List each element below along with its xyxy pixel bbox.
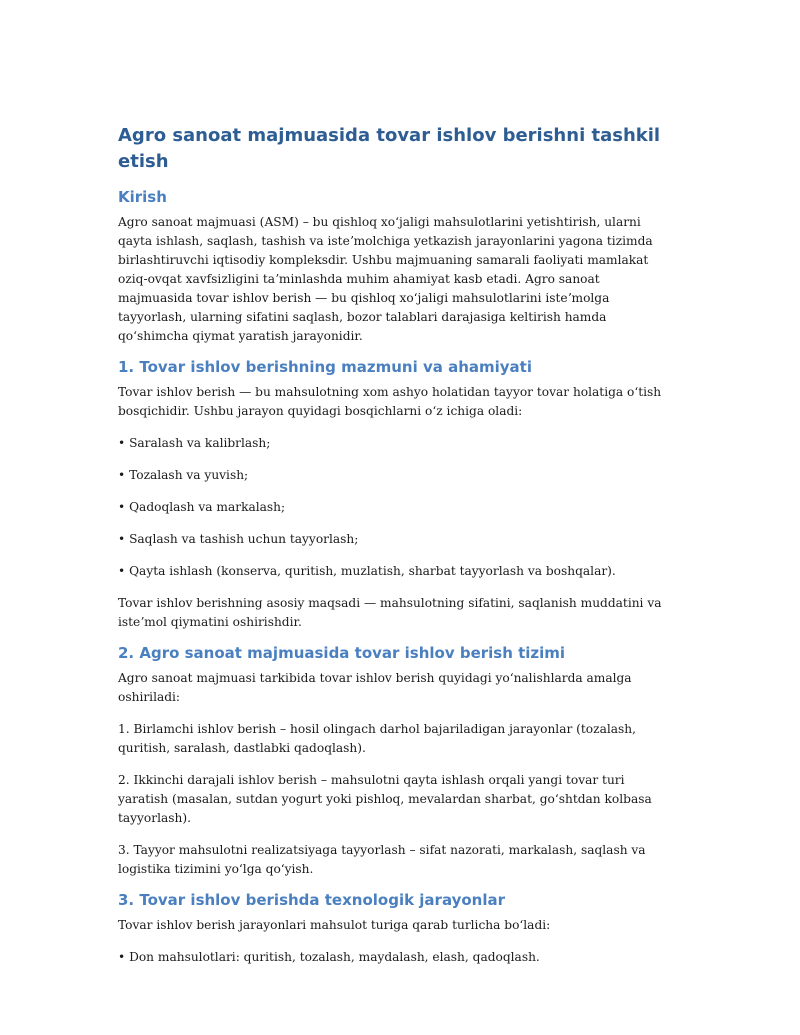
list-item: • Don mahsulotlari: quritish, tozalash, maydalash, elash, qadoqlash. bbox=[118, 950, 540, 964]
document-page bbox=[118, 118, 678, 967]
document-title: Agro sanoat majmuasida tovar ishlov berishni tashkil etish bbox=[118, 125, 661, 172]
numbered-item: 2. Ikkinchi darajali ishlov berish – mahsulotni qayta ishlash orqali yangi tovar turi yaratish (masalan, sutdan yogurt yoki pishloq, mevalardan sharbat, goʻshtdan kolbasa tayyorlash). bbox=[118, 773, 652, 825]
list-item: • Qadoqlash va markalash; bbox=[118, 500, 286, 514]
list-item: • Tozalash va yuvish; bbox=[118, 468, 249, 482]
section-1-bullet-list bbox=[118, 434, 678, 581]
section-heading-1: 1. Tovar ishlov berishning mazmuni va ahamiyati bbox=[118, 358, 532, 376]
section-1-closing-paragraph: Tovar ishlov berishning asosiy maqsadi — mahsulotning sifatini, saqlanish muddatini va isteʼmol qiymatini oshirishdir. bbox=[118, 596, 662, 629]
numbered-item: 3. Tayyor mahsulotni realizatsiyaga tayyorlash – sifat nazorati, markalash, saqlash va logistika tizimini yoʻlga qoʻyish. bbox=[118, 843, 646, 876]
section-3-paragraph: Tovar ishlov berish jarayonlari mahsulot turiga qarab turlicha boʻladi: bbox=[118, 918, 551, 932]
list-item: • Saralash va kalibrlash; bbox=[118, 436, 271, 450]
section-heading-3: 3. Tovar ishlov berishda texnologik jarayonlar bbox=[118, 891, 506, 909]
section-heading-2: 2. Agro sanoat majmuasida tovar ishlov berish tizimi bbox=[118, 644, 566, 662]
list-item: • Saqlash va tashish uchun tayyorlash; bbox=[118, 532, 359, 546]
numbered-item: 1. Birlamchi ishlov berish – hosil olingach darhol bajariladigan jarayonlar (tozalash, quritish, saralash, dastlabki qadoqlash). bbox=[118, 722, 636, 755]
section-2-paragraph: Agro sanoat majmuasi tarkibida tovar ishlov berish quyidagi yoʻnalishlarda amalga oshiriladi: bbox=[118, 671, 632, 704]
section-heading-intro: Kirish bbox=[118, 188, 167, 206]
section-1-paragraph: Tovar ishlov berish — bu mahsulotning xom ashyo holatidan tayyor tovar holatiga oʻtish bosqichidir. Ushbu jarayon quyidagi bosqichlarni oʻz ichiga oladi: bbox=[118, 385, 662, 418]
list-item: • Qayta ishlash (konserva, quritish, muzlatish, sharbat tayyorlash va boshqalar). bbox=[118, 564, 616, 578]
intro-paragraph: Agro sanoat majmuasi (ASM) – bu qishloq xoʻjaligi mahsulotlarini yetishtirish, ularni qayta ishlash, saqlash, tashish va isteʼmolchiga yetkazish jarayonlarini yagona tizimda birlashtiruvchi iqtisodiy kompleksdir. Ushbu majmuaning samarali faoliyati mamlakat oziq-ovqat xavfsizligini taʼminlashda muhim ahamiyat kasb etadi. Agro sanoat majmuasida tovar ishlov berish — bu qishloq xoʻjaligi mahsulotlarini isteʼmolga tayyorlash, ularning sifatini saqlash, bozor talablari darajasiga keltirish hamda qoʻshimcha qiymat yaratish jarayonidir. bbox=[118, 215, 653, 343]
